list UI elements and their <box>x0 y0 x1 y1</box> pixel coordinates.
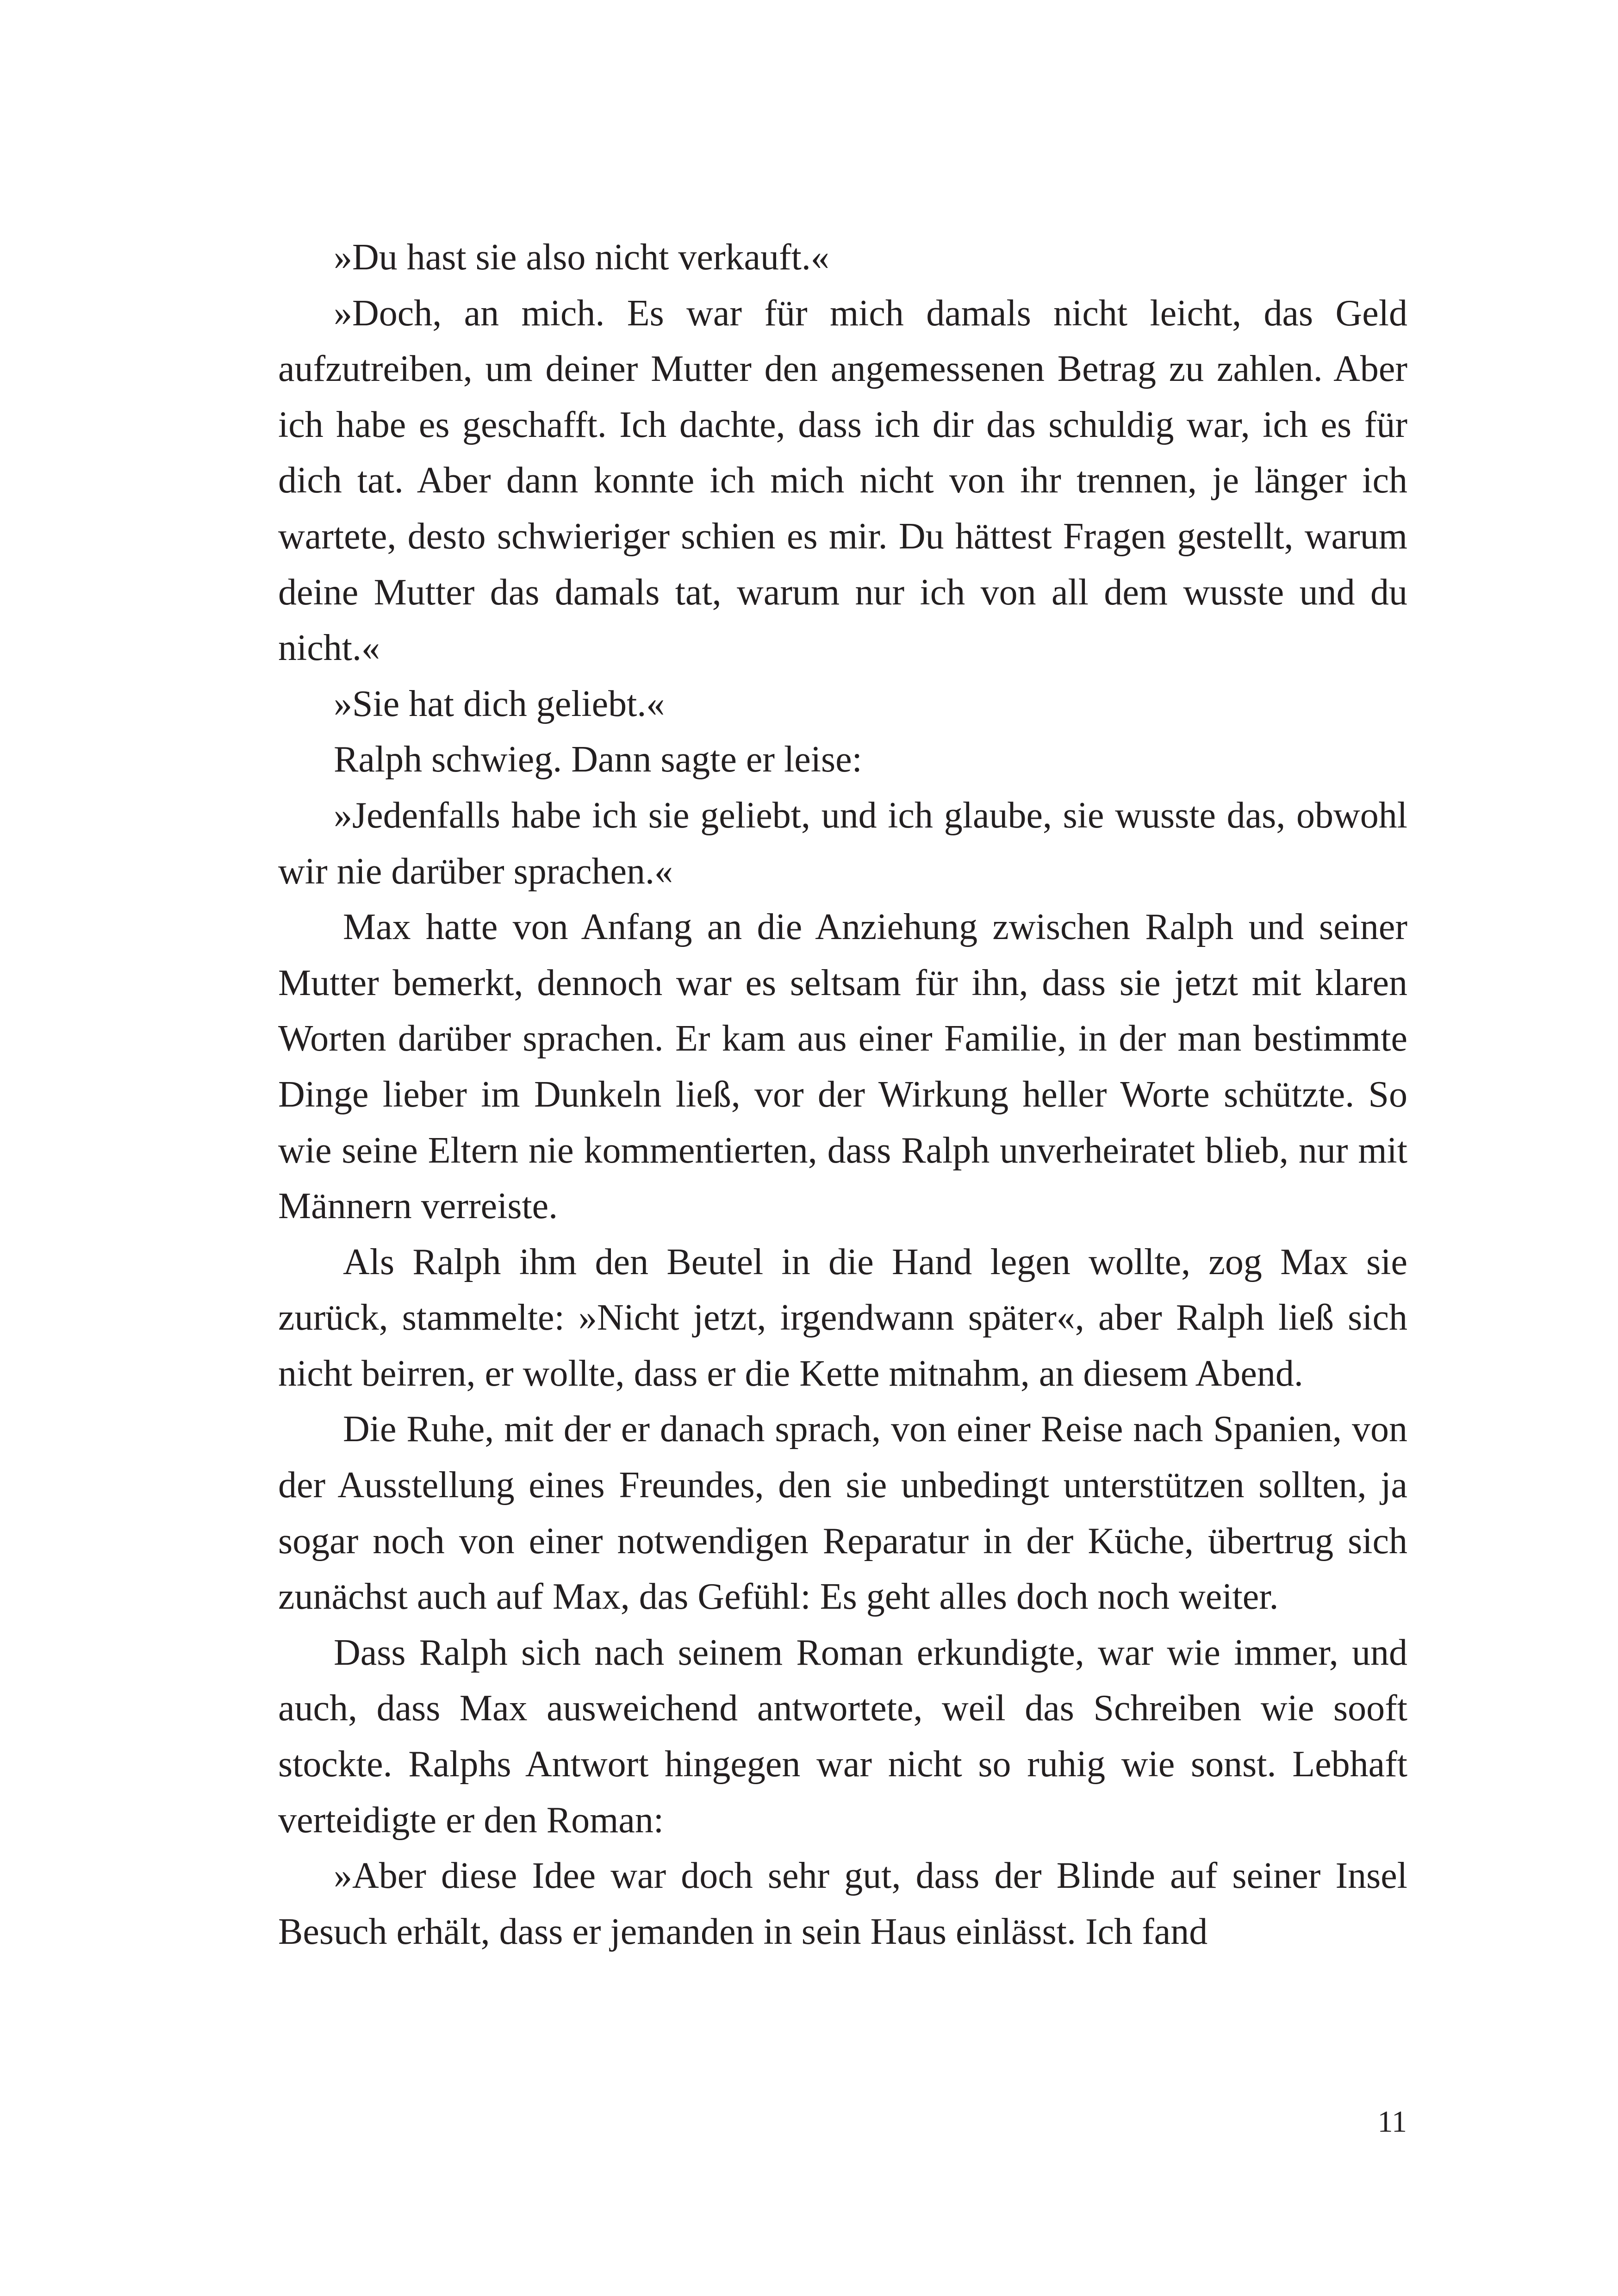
paragraph-3: »Sie hat dich geliebt.« <box>334 683 665 724</box>
page-number: 11 <box>1377 2105 1407 2139</box>
paragraph-6: Max hatte von Anfang an die Anziehung zwischen Ralph und seiner Mutter bemerkt, dennoch war es seltsam für ihn, dass sie jetzt mit klaren Worten darüber sprachen. Er kam aus einer Familie, in der man bestimmte Dinge lieber im Dunkeln ließ, vor der Wirkung heller Worte schützte. So wie seine Eltern nie kommentierten, dass Ralph unverheiratet blieb, nur mit Männern verreiste. <box>278 907 1407 1227</box>
paragraph-7: Als Ralph ihm den Beutel in die Hand legen wollte, zog Max sie zurück, stammelte: »Nicht jetzt, irgendwann später«, aber Ralph ließ sich nicht beirren, er wollte, dass er die Kette mitnahm, an diesem Abend. <box>278 1241 1407 1394</box>
paragraph-4: Ralph schwieg. Dann sagte er leise: <box>334 739 862 780</box>
paragraph-1: »Du hast sie also nicht verkauft.« <box>334 237 829 278</box>
paragraph-5: »Jedenfalls habe ich sie geliebt, und ich glaube, sie wusste das, obwohl wir nie darüber sprachen.« <box>278 795 1407 892</box>
paragraph-10: »Aber diese Idee war doch sehr gut, dass der Blinde auf seiner Insel Besuch erhält, dass er jemanden in sein Haus einlässt. Ich fand <box>278 1855 1407 1952</box>
paragraph-2: »Doch, an mich. Es war für mich damals nicht leicht, das Geld aufzutreiben, um deiner Mutter den angemessenen Betrag zu zahlen. Aber ich habe es geschafft. Ich dachte, dass ich dir das schuldig war, ich es für dich tat. Aber dann konnte ich mich nicht von ihr trennen, je länger ich wartete, desto schwieriger schien es mir. Du hättest Fragen gestellt, warum deine Mutter das damals tat, warum nur ich von all dem wusste und du nicht.« <box>278 292 1407 669</box>
paragraph-9: Dass Ralph sich nach seinem Roman erkundigte, war wie immer, und auch, dass Max ausweichend antwortete, weil das Schreiben wie sooft stockte. Ralphs Antwort hingegen war nicht so ruhig wie sonst. Lebhaft verteidigte er den Roman: <box>278 1632 1407 1841</box>
paragraph-8: Die Ruhe, mit der er danach sprach, von einer Reise nach Spanien, von der Ausstellung eines Freundes, den sie unbedingt unterstützen sollten, ja sogar noch von einer notwendigen Reparatur in der Küche, übertrug sich zunächst auch auf Max, das Gefühl: Es geht alles doch noch weiter. <box>278 1409 1407 1618</box>
body-text <box>278 230 1407 1960</box>
